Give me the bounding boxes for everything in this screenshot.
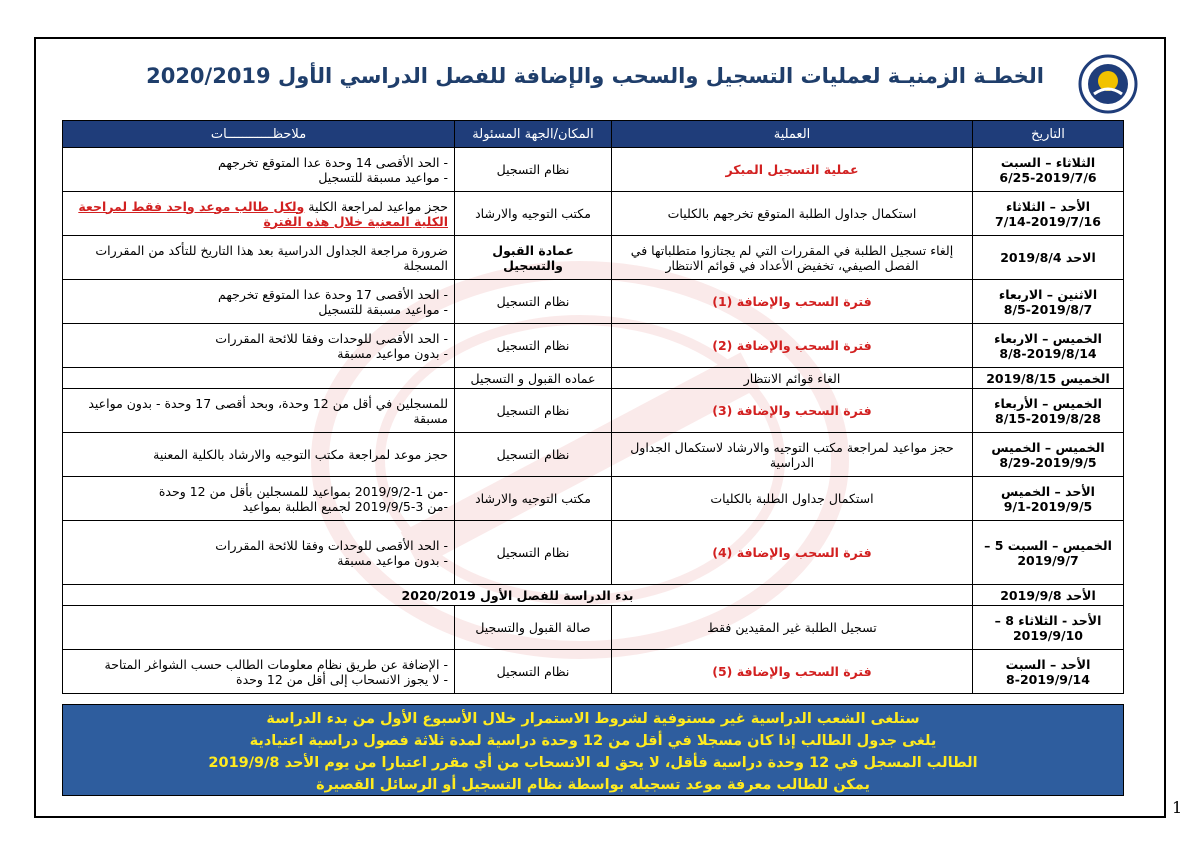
table-row xyxy=(63,280,1124,324)
table-header-row xyxy=(63,121,1124,148)
row-notes xyxy=(63,192,455,236)
row-notes xyxy=(63,148,455,192)
row-process: الغاء قوائم الانتظار xyxy=(612,368,973,389)
row-process: فترة السحب والإضافة (2) xyxy=(612,324,973,368)
row-process: استكمال جداول الطلبة بالكليات xyxy=(612,477,973,521)
note-line: - بدون مواعيد مسبقة xyxy=(337,552,448,568)
title-year: 2020/2019 xyxy=(146,64,271,88)
row-place: صالة القبول والتسجيل xyxy=(455,606,612,650)
row-place: نظام التسجيل xyxy=(455,148,612,192)
table-row xyxy=(63,148,1124,192)
table-row xyxy=(63,650,1124,694)
row-process: عملية التسجيل المبكر xyxy=(612,148,973,192)
row-date: الأحد - الثلاثاء 8 – 2019/9/10 xyxy=(973,606,1124,650)
row-place: نظام التسجيل xyxy=(455,650,612,694)
page-title xyxy=(120,64,1070,88)
note-line: ضرورة مراجعة الجداول الدراسية بعد هذا التاريخ للتأكد من المقررات المسجلة xyxy=(95,242,448,273)
table-row xyxy=(63,606,1124,650)
table-row xyxy=(63,389,1124,433)
row-date: الاثنين – الاربعاء 2019/8/7-8/5 xyxy=(973,280,1124,324)
note-line: - الحد الأقصى 14 وحدة عدا المتوقع تخرجهم xyxy=(218,154,448,170)
row-process: فترة السحب والإضافة (5) xyxy=(612,650,973,694)
note-line: - بدون مواعيد مسبقة xyxy=(337,345,448,361)
row-date: الخميس – الخميس 2019/9/5-8/29 xyxy=(973,433,1124,477)
row-notes xyxy=(63,368,455,389)
row-date: الأحد – الثلاثاء 2019/7/16-7/14 xyxy=(973,192,1124,236)
row-date: الخميس – السبت 5 – 2019/9/7 xyxy=(973,521,1124,585)
note-line: - الحد الأقصى للوحدات وفقا للائحة المقررات xyxy=(215,330,448,346)
note-line: حجز مواعيد لمراجعة الكلية xyxy=(304,198,448,214)
row-place: نظام التسجيل xyxy=(455,389,612,433)
note-line: - مواعيد مسبقة للتسجيل xyxy=(318,301,448,317)
university-logo-icon xyxy=(1078,54,1138,114)
table-row xyxy=(63,433,1124,477)
row-notes xyxy=(63,236,455,280)
note-line: -من 1-2019/9/2 بمواعيد للمسجلين بأقل من 12 وحدة xyxy=(158,483,448,499)
row-place: عماده القبول و التسجيل xyxy=(455,368,612,389)
row-notes xyxy=(63,324,455,368)
table-row xyxy=(63,192,1124,236)
notes-banner xyxy=(62,704,1124,796)
row-notes xyxy=(63,477,455,521)
note-line: -من 3-2019/9/5 لجميع الطلبة بمواعيد xyxy=(242,498,448,514)
row-process: فترة السحب والإضافة (1) xyxy=(612,280,973,324)
header-date: التاريخ xyxy=(973,121,1124,148)
note-line: حجز موعد لمراجعة مكتب التوجيه والارشاد بالكلية المعنية xyxy=(153,447,448,462)
row-date: الأحد – الخميس 2019/9/5-9/1 xyxy=(973,477,1124,521)
row-date: الخميس 2019/8/15 xyxy=(973,368,1124,389)
table-row xyxy=(63,521,1124,585)
page-number: 1 xyxy=(1172,798,1183,817)
note-line: للمسجلين في أقل من 12 وحدة، وبحد أقصى 17 وحدة - بدون مواعيد مسبقة xyxy=(88,395,448,426)
banner-line: الطالب المسجل في 12 وحدة دراسية فأقل، لا يحق له الانسحاب من أي مقرر اعتبارا من يوم الأحد 2019/9/8 xyxy=(208,755,978,771)
schedule-table xyxy=(62,120,1124,694)
row-date: الاحد 2019/8/4 xyxy=(973,236,1124,280)
note-line: - مواعيد مسبقة للتسجيل xyxy=(318,169,448,185)
row-process: تسجيل الطلبة غير المقيدين فقط xyxy=(612,606,973,650)
row-date: الأحد – السبت 2019/9/14-8 xyxy=(973,650,1124,694)
row-notes xyxy=(63,606,455,650)
table-row xyxy=(63,477,1124,521)
row-notes xyxy=(63,280,455,324)
table-row xyxy=(63,236,1124,280)
row-date: الثلاثاء – السبت 2019/7/6-6/25 xyxy=(973,148,1124,192)
row-notes xyxy=(63,650,455,694)
row-notes xyxy=(63,433,455,477)
row-process: فترة السحب والإضافة (3) xyxy=(612,389,973,433)
note-line: - لا يجوز الانسحاب إلى أقل من 12 وحدة xyxy=(236,671,448,687)
banner-line: يمكن للطالب معرفة موعد تسجيله بواسطة نظام التسجيل أو الرسائل القصيرة xyxy=(316,777,870,793)
row-place: نظام التسجيل xyxy=(455,521,612,585)
row-place: عمادة القبول والتسجيل xyxy=(455,236,612,280)
title-text: الخطـة الزمنيـة لعمليات التسجيل والسحب والإضافة للفصل الدراسي الأول xyxy=(277,64,1044,88)
row-process: إلغاء تسجيل الطلبة في المقررات التي لم يجتازوا متطلباتها في الفصل الصيفي، تخفيض الأعداد في قوائم الانتظار xyxy=(612,236,973,280)
row-process: حجز مواعيد لمراجعة مكتب التوجيه والارشاد لاستكمال الجداول الدراسية xyxy=(612,433,973,477)
row-notes xyxy=(63,389,455,433)
row-date: الخميس – الأربعاء 2019/8/28-8/15 xyxy=(973,389,1124,433)
note-line: - الإضافة عن طريق نظام معلومات الطالب حسب الشواغر المتاحة xyxy=(104,656,448,672)
table-row-start xyxy=(63,585,1124,606)
header-process: العملية xyxy=(612,121,973,148)
note-line: - الحد الأقصى للوحدات وفقا للائحة المقررات xyxy=(215,537,448,553)
row-date: الأحد 2019/9/8 xyxy=(973,585,1124,606)
row-date: الخميس – الاربعاء 2019/8/14-8/8 xyxy=(973,324,1124,368)
note-highlight: ولكل طالب موعد واحد فقط لمراجعة الكلية المعنية خلال هذه الفترة xyxy=(78,198,448,229)
header-place: المكان/الجهة المسئولة xyxy=(455,121,612,148)
row-place: نظام التسجيل xyxy=(455,433,612,477)
row-process: فترة السحب والإضافة (4) xyxy=(612,521,973,585)
header-notes: ملاحظــــــــــــات xyxy=(63,121,455,148)
row-place: مكتب التوجيه والارشاد xyxy=(455,477,612,521)
start-study-text: بدء الدراسة للفصل الأول 2020/2019 xyxy=(63,585,973,606)
banner-line: يلغى جدول الطالب إذا كان مسجلا في أقل من 12 وحدة دراسية لمدة ثلاثة فصول دراسية اعتيادية xyxy=(249,733,937,749)
row-place: نظام التسجيل xyxy=(455,280,612,324)
table-row xyxy=(63,324,1124,368)
note-line: - الحد الأقصى 17 وحدة عدا المتوقع تخرجهم xyxy=(218,286,448,302)
row-place: نظام التسجيل xyxy=(455,324,612,368)
row-notes xyxy=(63,521,455,585)
table-row xyxy=(63,368,1124,389)
row-place: مكتب التوجيه والارشاد xyxy=(455,192,612,236)
banner-line: ستلغى الشعب الدراسية غير مستوفية لشروط الاستمرار خلال الأسبوع الأول من بدء الدراسة xyxy=(266,711,920,727)
row-process: استكمال جداول الطلبة المتوقع تخرجهم بالكليات xyxy=(612,192,973,236)
